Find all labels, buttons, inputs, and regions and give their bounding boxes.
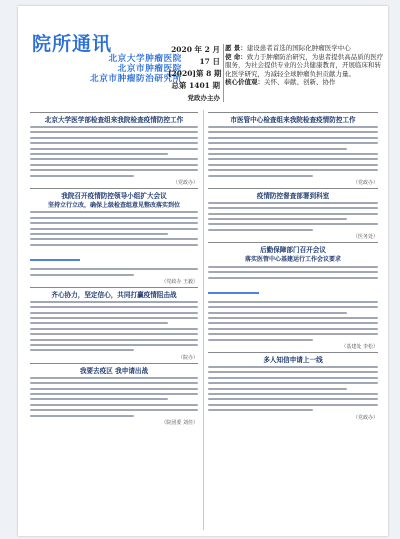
article-signature: （党政办 王毅）	[161, 278, 198, 285]
article-4	[30, 367, 198, 426]
text-line	[30, 228, 198, 230]
text-line	[30, 349, 134, 351]
article-3	[30, 291, 198, 361]
text-line	[30, 238, 198, 240]
article-signature: （医务处）	[352, 234, 378, 241]
text-line	[30, 153, 168, 155]
article-2	[30, 192, 198, 285]
text-line	[30, 211, 198, 213]
mission-label: 使 命：	[225, 52, 247, 61]
issue-number: [2020]第 8 期	[168, 69, 222, 78]
text-line	[30, 339, 198, 341]
text-line	[208, 382, 378, 384]
text-line	[30, 137, 198, 139]
highlighted-text	[30, 259, 80, 261]
rule	[208, 352, 378, 353]
institution-name-2: 北京市肿瘤医院	[117, 64, 182, 74]
rule	[208, 188, 378, 189]
article-subtitle: 坚持立行立改，确保上级检查组意见整改落实到位	[47, 201, 180, 209]
article-title: 市医管中心检查组来我院检查疫情防控工作	[230, 116, 356, 124]
text-line	[30, 158, 198, 160]
rule	[208, 112, 378, 113]
text-line	[30, 233, 168, 235]
text-line	[30, 131, 198, 133]
article-signature: （基建处 李松）	[341, 344, 378, 351]
text-line	[208, 266, 378, 268]
text-line	[30, 301, 198, 303]
text-line	[30, 175, 134, 177]
text-line	[208, 301, 378, 303]
text-line	[30, 217, 198, 219]
text-line	[208, 312, 347, 314]
article-7	[208, 246, 378, 350]
text-line	[208, 333, 378, 335]
text-line	[208, 306, 378, 308]
text-line	[30, 317, 198, 319]
text-line	[30, 306, 198, 308]
rule	[30, 112, 198, 113]
text-line	[208, 409, 313, 411]
text-line	[208, 169, 378, 171]
text-line	[208, 213, 378, 215]
article-title: 后勤保障部门召开会议	[260, 246, 326, 255]
text-line	[30, 404, 198, 406]
text-line	[208, 223, 378, 225]
values-label: 核心价值观：	[225, 78, 264, 87]
article-6	[208, 192, 378, 240]
text-line	[208, 153, 378, 155]
vision-text: 建设患者首选的国际化肿瘤医学中心	[246, 44, 351, 52]
text-line	[208, 218, 347, 220]
text-line	[208, 393, 378, 395]
text-line	[208, 164, 378, 166]
rule	[30, 287, 198, 288]
text-line	[30, 393, 198, 395]
article-signature: （院办）	[177, 354, 198, 361]
article-8	[208, 356, 378, 421]
text-line	[30, 126, 198, 128]
column-divider	[203, 110, 204, 530]
issue-date: 2020 年 2 月	[171, 45, 220, 54]
text-line	[208, 175, 313, 177]
right-column	[208, 110, 378, 423]
text-line	[30, 274, 134, 276]
text-line	[30, 244, 198, 246]
article-1	[30, 116, 198, 186]
article-title: 我院召开疫情防控领导小组扩大会议	[61, 191, 167, 200]
left-column	[30, 110, 198, 428]
article-title: 我要去疫区 我申请出战	[79, 366, 149, 375]
text-line	[30, 344, 198, 346]
text-line	[208, 398, 378, 400]
rule	[30, 363, 198, 364]
text-line	[208, 131, 378, 133]
text-line	[30, 398, 168, 400]
text-line	[208, 366, 378, 368]
text-line	[30, 328, 198, 330]
text-line	[30, 415, 134, 417]
text-line	[208, 404, 378, 406]
text-line	[208, 322, 378, 324]
text-line	[208, 207, 378, 209]
text-line	[30, 164, 198, 166]
institution-name-1: 北京大学肿瘤医院	[108, 54, 182, 64]
motto-block	[225, 44, 385, 87]
text-line	[30, 382, 198, 384]
text-line	[208, 339, 313, 341]
mission-text: 致力于肿瘤防治研究，为患者提供高品质的医疗服务，为社会提供专业的公共健康教育，开展临床和转化医学研究，为减轻全球肿瘤负担贡献力量。	[225, 52, 384, 78]
masthead	[32, 34, 182, 84]
text-line	[208, 388, 347, 390]
text-line	[30, 312, 198, 314]
text-line	[30, 222, 198, 224]
issue-info	[168, 44, 224, 102]
text-line	[30, 268, 198, 270]
text-line	[30, 333, 198, 335]
text-line	[30, 409, 198, 411]
institution-name-3: 北京市肿瘤防治研究所	[90, 74, 182, 84]
text-line	[208, 277, 378, 279]
article-signature: （党政办）	[352, 179, 378, 186]
article-title: 北京大学医学部检查组来我院检查疫情防控工作	[44, 116, 184, 124]
text-line	[30, 142, 198, 144]
newsletter-title: 院所通讯	[32, 33, 113, 55]
text-line	[30, 388, 198, 390]
highlighted-text	[208, 292, 259, 294]
newsletter-page	[18, 6, 388, 536]
article-5	[208, 116, 378, 186]
article-title: 多人知信申请上一线	[263, 356, 323, 365]
text-line	[30, 148, 198, 150]
values-text: 关怀、奉献、创新、协作	[264, 78, 336, 87]
text-line	[208, 126, 378, 128]
rule	[30, 188, 198, 189]
text-line	[208, 317, 378, 319]
text-line	[208, 371, 378, 373]
issue-publisher: 党政办主办	[187, 94, 220, 102]
article-title: 疫情防控督查部署到科室	[256, 191, 330, 200]
text-line	[208, 229, 313, 231]
issue-total: 总第 1401 期	[171, 81, 220, 90]
article-title: 齐心协力，坚定信心，共同打赢疫情阻击战	[51, 290, 177, 299]
article-signature: （党政办）	[172, 179, 198, 186]
article-subtitle: 落实医管中心基建运行工作会议要求	[244, 256, 341, 264]
text-line	[30, 169, 198, 171]
text-line	[208, 328, 378, 330]
text-line	[208, 142, 378, 144]
text-line	[208, 158, 378, 160]
text-line	[30, 377, 198, 379]
text-line	[208, 148, 347, 150]
article-signature: （党政办）	[352, 414, 378, 421]
issue-day: 17 日	[199, 57, 220, 66]
text-line	[208, 137, 378, 139]
vision-label: 愿 景：	[225, 44, 247, 52]
text-line	[208, 202, 378, 204]
text-line	[208, 271, 378, 273]
rule	[208, 242, 378, 243]
text-line	[208, 377, 378, 379]
text-line	[30, 322, 168, 324]
article-signature: （院团委 刘佳）	[161, 419, 198, 426]
